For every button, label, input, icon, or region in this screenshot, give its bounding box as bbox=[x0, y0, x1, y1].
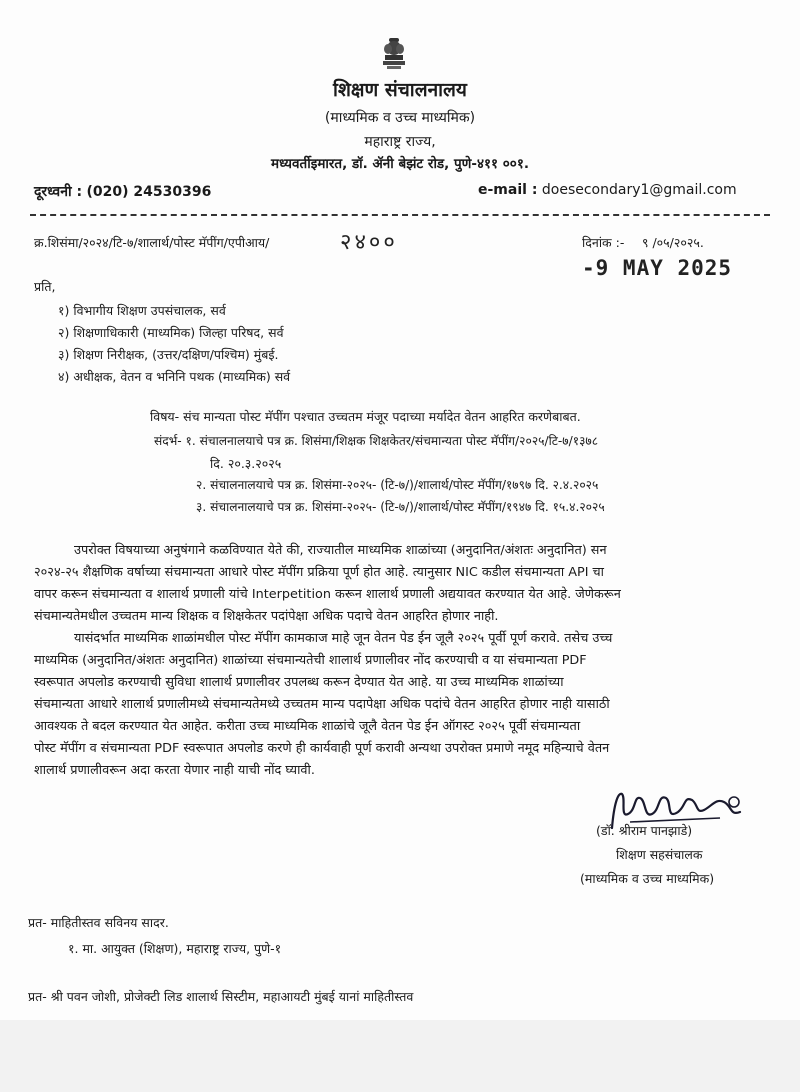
signatory-name: (डॉ. श्रीराम पानझाडे) bbox=[596, 823, 693, 838]
reference-item: संदर्भ- १. संचालनालयाचे पत्र क्र. शिसंमा/शिक्षक शिक्षकेतर/संचमान्यता पोस्ट मॅपींग/२०२५/टि-७/१३७८ bbox=[154, 434, 599, 448]
body-line: संचमान्यतेमधील उच्चतम मान्य शिक्षक व शिक्षकेतर पदांपेक्षा अधिक पदाचे वेतन आहरित होणार नाही. bbox=[34, 609, 499, 624]
reference-item: २. संचालनालयाचे पत्र क्र. शिसंमा-२०२५- (टि-७/)/शालार्थ/पोस्ट मॅपींग/१७९७ दि. २.४.२०२५ bbox=[196, 478, 599, 492]
office-title: शिक्षण संचालनालय bbox=[333, 79, 467, 101]
body-line: उपरोक्त विषयाच्या अनुषंगाने कळविण्यात येते की, राज्यातील माध्यमिक शाळांच्या (अनुदानित/अंशतः अनुदानित) सन bbox=[74, 543, 607, 558]
office-address: मध्यवर्तीइमारत, डॉ. ॲनी बेझंट रोड, पुणे-४११ ००१. bbox=[271, 156, 529, 172]
copy-line: प्रत- श्री पवन जोशी, प्रोजेक्टी लिड शालार्थ सिस्टीम, महाआयटी मुंबई यानां माहितीस्तव bbox=[28, 989, 414, 1004]
signatory-designation: शिक्षण सहसंचालक bbox=[616, 847, 703, 862]
body-line: पोस्ट मॅपींग व संचमान्यता PDF स्वरूपात अपलोड करणे ही कार्यवाही पूर्ण करावी अन्यथा उपरोक्त प्रमाणे नमूद महिन्याचे वेतन bbox=[34, 741, 610, 756]
body-line: वापर करून संचमान्यता व शालार्थ प्रणाली यांचे Interpetition करून शालार्थ प्रणाली अद्ययावत करण्यात येत आहे. जेणेकरून bbox=[34, 587, 621, 602]
reference-number: क्र.शिसंमा/२०२४/टि-७/शालार्थ/पोस्ट मॅपींग/एपीआय/ bbox=[34, 235, 270, 250]
recipient-item: ३) शिक्षण निरीक्षक, (उत्तर/दक्षिण/पश्चिम) मुंबई. bbox=[58, 347, 279, 362]
copy-line: प्रत- माहितीस्तव सविनय सादर. bbox=[28, 915, 169, 930]
national-emblem-icon bbox=[379, 36, 409, 72]
body-line: यासंदर्भात माध्यमिक शाळांमधील पोस्ट मॅपींग कामकाज माहे जून वेतन पेड ईन जूलै २०२५ पूर्वी पूर्ण करावे. तसेच उच्च bbox=[74, 631, 613, 646]
reference-item: दि. २०.३.२०२५ bbox=[210, 456, 282, 471]
date-stamp: -9 MAY 2025 bbox=[582, 256, 733, 280]
body-line: शालार्थ प्रणालीवरून अदा करता येणार नाही याची नोंद घ्यावी. bbox=[34, 763, 315, 778]
subject-line: विषय- संच मान्यता पोस्ट मॅपींग पश्चात उच्चतम मंजूर पदाच्या मर्यादेत वेतन आहरित करणेबाबत. bbox=[150, 409, 581, 424]
date-label: दिनांक :- bbox=[582, 235, 625, 250]
email-block bbox=[478, 182, 737, 198]
page-footer-area bbox=[0, 1020, 800, 1092]
recipient-item: १) विभागीय शिक्षण उपसंचालक, सर्व bbox=[58, 303, 226, 318]
body-line: स्वरूपात अपलोड करण्याची सुविधा शालार्थ प्रणालीवर उपलब्ध करून देण्यात येत आहे. या उच्च माध्यमिक शाळांच्या bbox=[34, 675, 564, 690]
recipient-item: ४) अधीक्षक, वेतन व भनिनि पथक (माध्यमिक) सर्व bbox=[58, 369, 291, 384]
body-line: २०२४-२५ शैक्षणिक वर्षाच्या संचमान्यता आधारे पोस्ट मॅपींग प्रक्रिया पूर्ण होत आहे. त्यानुसार NIC कडील संचमान्यता API चा bbox=[34, 565, 604, 580]
recipient-item: २) शिक्षणाधिकारी (माध्यमिक) जिल्हा परिषद, सर्व bbox=[58, 325, 284, 340]
phone-number: (020) 24530396 bbox=[86, 184, 212, 200]
letter-date: ९ /०५/२०२५. bbox=[642, 235, 704, 250]
email-label: e-mail : bbox=[478, 182, 538, 198]
email-address: doesecondary1@gmail.com bbox=[541, 182, 737, 198]
phone-label: दूरध्वनी : bbox=[34, 184, 83, 200]
state-name: महाराष्ट्र राज्य, bbox=[364, 134, 436, 150]
body-line: माध्यमिक (अनुदानित/अंशतः अनुदानित) शाळांच्या संचमान्यतेची शालार्थ प्रणालीवर नोंद करण्याची व या संचमान्यता PDF bbox=[34, 653, 587, 668]
body-line: आवश्यक ते बदल करण्यात येत आहेत. करीता उच्च माध्यमिक शाळांचे जूलै वेतन पेड ईन ऑगस्ट २०२५ पूर्वी संचमान्यता bbox=[34, 719, 581, 734]
header-divider bbox=[30, 214, 770, 216]
reference-item: ३. संचालनालयाचे पत्र क्र. शिसंमा-२०२५- (टि-७/)/शालार्थ/पोस्ट मॅपींग/१९४७ दि. १५.४.२०२५ bbox=[196, 500, 605, 514]
handwritten-number: २४०० bbox=[340, 230, 398, 255]
recipients-heading: प्रति, bbox=[34, 279, 56, 294]
phone-block bbox=[34, 182, 211, 201]
copy-line: १. मा. आयुक्त (शिक्षण), महाराष्ट्र राज्य, पुणे-१ bbox=[68, 941, 282, 956]
office-subtitle: (माध्यमिक व उच्च माध्यमिक) bbox=[324, 110, 476, 126]
body-line: संचमान्यता आधारे शालार्थ प्रणालीमध्ये संचमान्यतेमध्ये उच्चतम मान्य पदापेक्षा अधिक पदांचे वेतन आहरित होणार नाही यासाठी bbox=[34, 697, 610, 712]
signatory-office: (माध्यमिक व उच्च माध्यमिक) bbox=[580, 871, 715, 886]
